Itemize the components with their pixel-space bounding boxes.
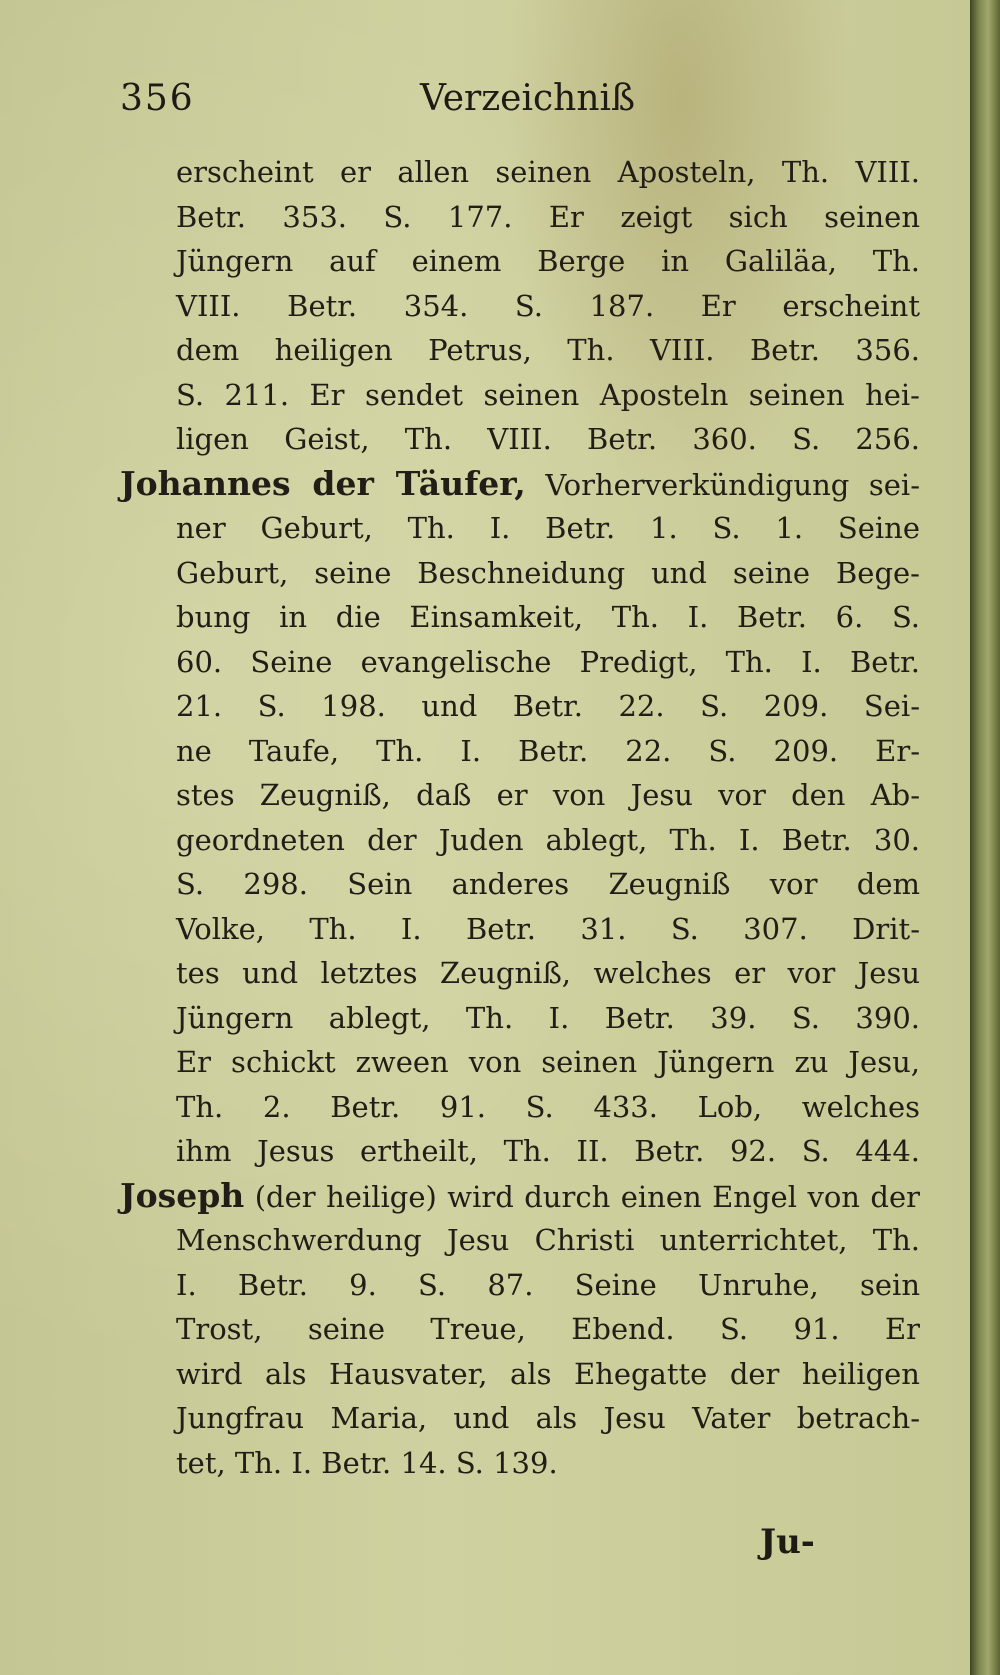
text-line: Trost, seine Treue, Ebend. S. 91. Er	[176, 1312, 920, 1346]
entry-text: (der heilige) wird durch einen Engel von der	[254, 1179, 921, 1214]
text-line: wird als Hausvater, als Ehegatte der heiligen	[176, 1356, 920, 1391]
entry-line	[120, 1174, 920, 1219]
text-line: ner Geburt, Th. I. Betr. 1. S. 1. Seine	[176, 511, 920, 545]
header-title: Verzeichniß	[420, 78, 636, 119]
text-line: ligen Geist, Th. VIII. Betr. 360. S. 256.	[176, 422, 920, 456]
entry-heading: Joseph	[120, 1175, 245, 1215]
entry-text: Vorherverkündigung sei-	[545, 467, 920, 502]
catchword: Ju-	[760, 1522, 815, 1562]
text-line: ne Taufe, Th. I. Betr. 22. S. 209. Er-	[176, 733, 920, 768]
text-line: Jüngern auf einem Berge in Galiläa, Th.	[176, 244, 920, 278]
text-line: Jungfrau Maria, und als Jesu Vater betrach-	[176, 1401, 920, 1435]
text-line: S. 211. Er sendet seinen Aposteln seinen hei-	[176, 377, 920, 412]
text-line: Er schickt zween von seinen Jüngern zu Jesu,	[176, 1045, 920, 1079]
entry-heading: Johannes der Täufer,	[120, 463, 526, 503]
text-line: tes und letztes Zeugniß, welches er vor Jesu	[176, 956, 920, 990]
book-binding-edge	[970, 0, 1000, 1675]
text-line: VIII. Betr. 354. S. 187. Er erscheint	[176, 288, 920, 323]
text-line: Geburt, seine Beschneidung und seine Bege-	[176, 555, 920, 590]
text-line: S. 298. Sein anderes Zeugniß vor dem	[176, 867, 920, 901]
text-line: ihm Jesus ertheilt, Th. II. Betr. 92. S. 444.	[176, 1134, 920, 1168]
text-line: erscheint er allen seinen Aposteln, Th. VIII.	[176, 155, 920, 189]
text-line: stes Zeugniß, daß er von Jesu vor den Ab-	[176, 778, 920, 812]
page-number: 356	[120, 78, 195, 119]
text-line: 21. S. 198. und Betr. 22. S. 209. Sei-	[176, 689, 920, 723]
text-line: Volke, Th. I. Betr. 31. S. 307. Drit-	[176, 911, 920, 946]
text-line: Jüngern ablegt, Th. I. Betr. 39. S. 390.	[176, 1000, 920, 1035]
text-line: I. Betr. 9. S. 87. Seine Unruhe, sein	[176, 1267, 920, 1302]
text-line: Menschwerdung Jesu Christi unterrichtet, Th.	[176, 1223, 920, 1257]
text-line: tet, Th. I. Betr. 14. S. 139.	[176, 1445, 558, 1480]
text-line: Betr. 353. S. 177. Er zeigt sich seinen	[176, 199, 920, 234]
running-head	[120, 78, 920, 128]
text-line: Th. 2. Betr. 91. S. 433. Lob, welches	[176, 1089, 920, 1124]
text-line: bung in die Einsamkeit, Th. I. Betr. 6. S.	[176, 600, 920, 634]
index-text	[120, 150, 920, 1485]
text-line: geordneten der Juden ablegt, Th. I. Betr. 30.	[176, 822, 920, 857]
text-line: 60. Seine evangelische Predigt, Th. I. Betr.	[176, 644, 920, 679]
entry-line	[120, 462, 920, 507]
text-line: dem heiligen Petrus, Th. VIII. Betr. 356.	[176, 333, 920, 367]
